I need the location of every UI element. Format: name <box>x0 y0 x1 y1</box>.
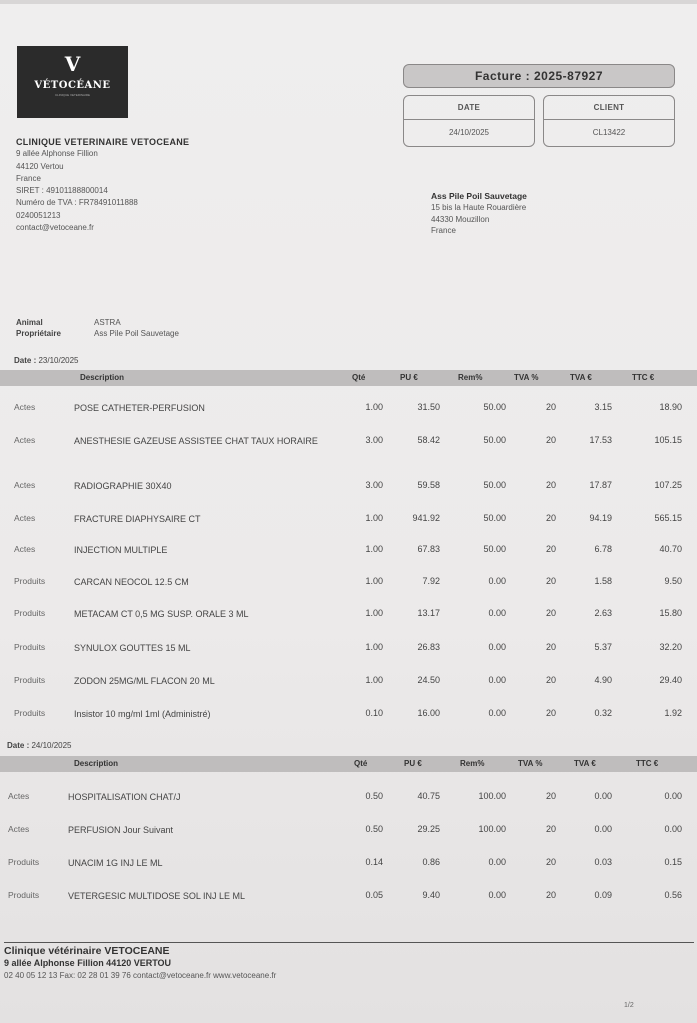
row-category: Produits <box>14 576 46 586</box>
row-total-ttc: 0.00 <box>664 791 682 801</box>
row-category: Actes <box>8 824 30 834</box>
row-unit-price: 40.75 <box>417 791 440 801</box>
row-category: Actes <box>14 544 36 554</box>
col-rem-header: Rem% <box>460 759 485 768</box>
row-qty: 0.50 <box>365 824 383 834</box>
row-tva-amount: 0.09 <box>594 890 612 900</box>
row-tva-amount: 6.78 <box>594 544 612 554</box>
row-tva-amount: 94.19 <box>589 513 612 523</box>
page-number: 1/2 <box>624 1002 634 1009</box>
row-unit-price: 29.25 <box>417 824 440 834</box>
logo-name: VÉTOCÉANE <box>34 80 111 91</box>
section-date-label: Date : <box>7 741 30 750</box>
page-footer <box>4 945 276 982</box>
row-tva-rate: 20 <box>545 435 556 445</box>
row-category: Actes <box>14 435 36 445</box>
row-tva-rate: 20 <box>545 544 556 554</box>
row-unit-price: 58.42 <box>417 435 440 445</box>
col-tva-pct-header: TVA % <box>514 373 539 382</box>
row-tva-amount: 1.58 <box>594 576 612 586</box>
row-unit-price: 9.40 <box>422 890 440 900</box>
row-description: METACAM CT 0,5 MG SUSP. ORALE 3 ML <box>74 609 249 619</box>
section-date-value: 23/10/2025 <box>38 356 79 365</box>
row-total-ttc: 15.80 <box>659 608 682 618</box>
row-tva-rate: 20 <box>545 824 556 834</box>
section-date-label: Date : <box>14 356 37 365</box>
invoice-title: Facture : 2025-87927 <box>403 64 675 88</box>
row-tva-amount: 0.32 <box>594 708 612 718</box>
col-qty-header: Qté <box>352 373 366 382</box>
date-label: DATE <box>404 96 534 120</box>
row-tva-amount: 0.03 <box>594 857 612 867</box>
table-header <box>0 370 697 386</box>
row-description: UNACIM 1G INJ LE ML <box>68 858 163 868</box>
row-unit-price: 0.86 <box>422 857 440 867</box>
row-tva-rate: 20 <box>545 791 556 801</box>
row-category: Actes <box>14 402 36 412</box>
col-ttc-header: TTC € <box>632 373 655 382</box>
clinic-address2: 44120 Vertou <box>16 161 64 171</box>
row-category: Produits <box>14 708 46 718</box>
row-category: Actes <box>14 480 36 490</box>
row-unit-price: 13.17 <box>417 608 440 618</box>
client-label: CLIENT <box>544 96 674 120</box>
row-qty: 1.00 <box>365 608 383 618</box>
row-tva-rate: 20 <box>545 402 556 412</box>
row-discount: 0.00 <box>488 890 506 900</box>
row-qty: 1.00 <box>365 642 383 652</box>
row-description: INJECTION MULTIPLE <box>74 545 168 555</box>
row-unit-price: 7.92 <box>422 576 440 586</box>
col-rem-header: Rem% <box>458 373 483 382</box>
row-category: Produits <box>14 608 46 618</box>
row-tva-rate: 20 <box>545 513 556 523</box>
row-qty: 1.00 <box>365 576 383 586</box>
row-total-ttc: 0.15 <box>664 857 682 867</box>
row-tva-rate: 20 <box>545 576 556 586</box>
footer-rule <box>4 942 694 943</box>
row-tva-amount: 2.63 <box>594 608 612 618</box>
row-total-ttc: 32.20 <box>659 642 682 652</box>
row-category: Actes <box>8 791 30 801</box>
col-ttc-header: TTC € <box>636 759 659 768</box>
row-category: Produits <box>14 642 46 652</box>
row-discount: 0.00 <box>488 708 506 718</box>
logo-mark: V <box>64 52 81 76</box>
invoice-date-box <box>403 95 535 147</box>
row-total-ttc: 18.90 <box>659 402 682 412</box>
row-unit-price: 16.00 <box>417 708 440 718</box>
row-tva-rate: 20 <box>545 480 556 490</box>
col-description-header: Description <box>80 373 125 382</box>
footer-line2: 9 allée Alphonse Fillion 44120 VERTOU <box>4 958 172 968</box>
row-qty: 3.00 <box>365 435 383 445</box>
row-tva-amount: 0.00 <box>594 791 612 801</box>
animal-info <box>16 317 179 339</box>
row-discount: 50.00 <box>483 513 506 523</box>
clinic-address1: 9 allée Alphonse Fillion <box>16 149 98 159</box>
col-tva-pct-header: TVA % <box>518 759 543 768</box>
row-total-ttc: 0.00 <box>664 824 682 834</box>
row-unit-price: 24.50 <box>417 675 440 685</box>
row-unit-price: 31.50 <box>417 402 440 412</box>
row-description: RADIOGRAPHIE 30X40 <box>74 481 172 491</box>
clinic-tva: Numéro de TVA : FR78491011888 <box>16 198 138 208</box>
row-category: Produits <box>8 890 40 900</box>
section-date-value: 24/10/2025 <box>31 741 72 750</box>
col-pu-header: PU € <box>404 759 422 768</box>
recipient-address2: 44330 Mouzillon <box>431 214 490 224</box>
row-total-ttc: 29.40 <box>659 675 682 685</box>
row-category: Produits <box>14 675 46 685</box>
col-qty-header: Qté <box>354 759 368 768</box>
row-description: POSE CATHETER-PERFUSION <box>74 403 205 413</box>
section-date <box>14 356 79 365</box>
clinic-phone: 0240051213 <box>16 210 61 220</box>
clinic-name: CLINIQUE VETERINAIRE VETOCEANE <box>16 137 190 147</box>
clinic-country: France <box>16 173 41 183</box>
row-tva-amount: 0.00 <box>594 824 612 834</box>
row-description: VETERGESIC MULTIDOSE SOL INJ LE ML <box>68 891 246 901</box>
section-date <box>7 741 72 750</box>
col-pu-header: PU € <box>400 373 418 382</box>
footer-line1: Clinique vétérinaire VETOCEANE <box>4 945 170 957</box>
invoice-client-box <box>543 95 675 147</box>
row-description: ZODON 25MG/ML FLACON 20 ML <box>74 676 215 686</box>
animal-label: Animal <box>16 318 43 327</box>
row-discount: 0.00 <box>488 642 506 652</box>
footer-line3: 02 40 05 12 13 Fax: 02 28 01 39 76 contact@vetoceane.fr www.vetoceane.fr <box>4 971 277 980</box>
row-qty: 0.05 <box>365 890 383 900</box>
row-discount: 0.00 <box>488 576 506 586</box>
clinic-email: contact@vetoceane.fr <box>16 223 94 233</box>
row-description: CARCAN NEOCOL 12.5 CM <box>74 577 189 587</box>
clinic-siret: SIRET : 49101188800014 <box>16 186 108 196</box>
row-discount: 0.00 <box>488 608 506 618</box>
row-unit-price: 941.92 <box>412 513 440 523</box>
row-qty: 0.50 <box>365 791 383 801</box>
row-qty: 1.00 <box>365 675 383 685</box>
row-discount: 100.00 <box>478 791 506 801</box>
row-tva-rate: 20 <box>545 642 556 652</box>
row-total-ttc: 1.92 <box>664 708 682 718</box>
row-total-ttc: 105.15 <box>654 435 682 445</box>
owner-label: Propriétaire <box>16 329 61 338</box>
row-category: Produits <box>8 857 40 867</box>
row-qty: 1.00 <box>365 402 383 412</box>
clinic-info <box>16 136 189 234</box>
row-unit-price: 59.58 <box>417 480 440 490</box>
row-description: PERFUSION Jour Suivant <box>68 825 174 835</box>
row-total-ttc: 107.25 <box>654 480 682 490</box>
row-qty: 0.10 <box>365 708 383 718</box>
row-tva-rate: 20 <box>545 708 556 718</box>
row-discount: 100.00 <box>478 824 506 834</box>
row-qty: 1.00 <box>365 513 383 523</box>
row-category: Actes <box>14 513 36 523</box>
col-tva-eur-header: TVA € <box>570 373 592 382</box>
row-unit-price: 26.83 <box>417 642 440 652</box>
row-tva-amount: 17.87 <box>589 480 612 490</box>
invoice-sheet <box>0 4 697 1023</box>
col-description-header: Description <box>74 759 119 768</box>
row-tva-rate: 20 <box>545 890 556 900</box>
logo-tagline: CLINIQUE VETERINAIRE <box>54 93 90 97</box>
client-value: CL13422 <box>592 128 626 137</box>
recipient-country: France <box>431 225 456 235</box>
row-tva-rate: 20 <box>545 857 556 867</box>
row-qty: 3.00 <box>365 480 383 490</box>
row-discount: 50.00 <box>483 544 506 554</box>
recipient-address <box>431 191 527 236</box>
date-value: 24/10/2025 <box>448 128 490 137</box>
row-total-ttc: 565.15 <box>654 513 682 523</box>
recipient-name: Ass Pile Poil Sauvetage <box>431 191 527 201</box>
row-discount: 50.00 <box>483 435 506 445</box>
row-total-ttc: 9.50 <box>664 576 682 586</box>
row-tva-amount: 4.90 <box>594 675 612 685</box>
row-description: HOSPITALISATION CHAT/J <box>68 792 181 802</box>
table-header <box>0 756 697 772</box>
recipient-address1: 15 bis la Haute Rouardière <box>431 203 527 213</box>
row-discount: 0.00 <box>488 857 506 867</box>
row-unit-price: 67.83 <box>417 544 440 554</box>
row-tva-amount: 3.15 <box>594 402 612 412</box>
row-discount: 50.00 <box>483 402 506 412</box>
row-tva-rate: 20 <box>545 675 556 685</box>
row-qty: 0.14 <box>365 857 383 867</box>
row-description: ANESTHESIE GAZEUSE ASSISTEE CHAT TAUX HORAIRE <box>74 436 318 446</box>
owner-value: Ass Pile Poil Sauvetage <box>94 329 179 338</box>
row-total-ttc: 40.70 <box>659 544 682 554</box>
row-description: FRACTURE DIAPHYSAIRE CT <box>74 514 201 524</box>
row-total-ttc: 0.56 <box>664 890 682 900</box>
clinic-logo <box>17 46 128 118</box>
col-tva-eur-header: TVA € <box>574 759 596 768</box>
row-tva-amount: 5.37 <box>594 642 612 652</box>
row-discount: 0.00 <box>488 675 506 685</box>
animal-value: ASTRA <box>94 318 121 327</box>
row-discount: 50.00 <box>483 480 506 490</box>
row-qty: 1.00 <box>365 544 383 554</box>
row-description: Insistor 10 mg/ml 1ml (Administré) <box>74 709 211 719</box>
row-tva-amount: 17.53 <box>589 435 612 445</box>
row-description: SYNULOX GOUTTES 15 ML <box>74 643 191 653</box>
row-tva-rate: 20 <box>545 608 556 618</box>
